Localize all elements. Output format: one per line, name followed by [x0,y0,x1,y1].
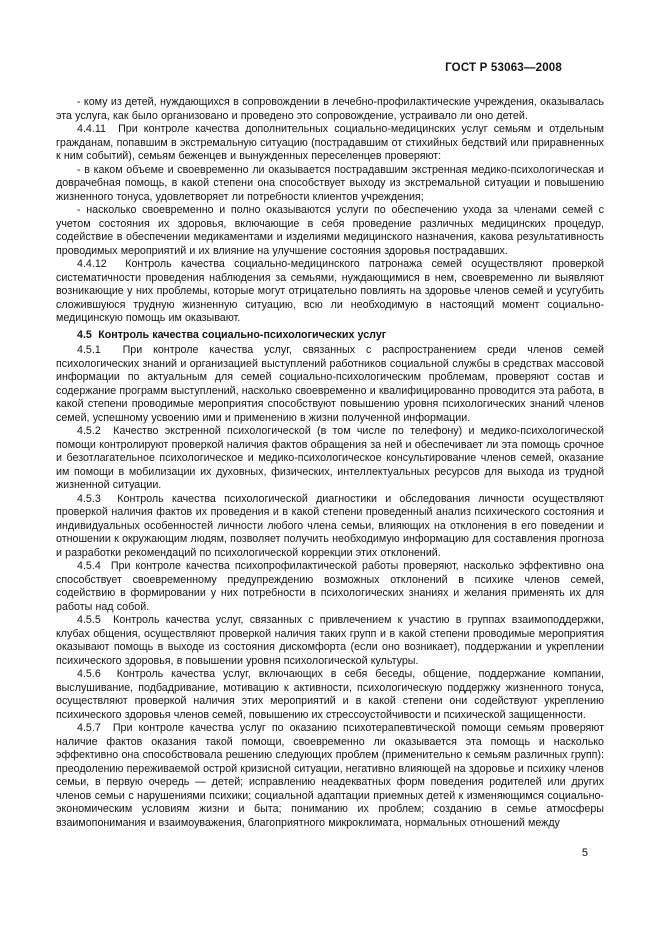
document-body [56,96,604,830]
page-number: 5 [581,847,588,859]
clause-4-4-11: 4.4.11 При контроле качества дополнительных социально-медицинских услуг семьям и отдельным гражданам, попавшим в экстремальную ситуацию (пострадавшим от стихийных бедствий или приравненных к ним событий), семьям беженцев и вынужденных переселенцев проверяют: [56,123,604,162]
clause-4-5-7: 4.5.7 При контроле качества услуг по оказанию психотерапевтической помощи семьям проверяют наличие фактов оказания такой помощи, своевременно ли оказывается эта помощь и насколько эффективно она способствовала решению следующих проблем (применительно к семьям различных групп): преодолению переживаемой острой кризисной ситуации, негативно влияющей на здоровье и психику членов семьи, в первую очередь — детей; исправлению неадекватных форм поведения родителей или других членов семьи с нарушениями психики; социальной адаптации приемных детей к изменяющимся социально-экономическим условиям жизни и быта; пониманию их проблем; созданию в семье атмосферы взаимопонимания и взаимоуважения, благоприятного микроклимата, нормальных отношений между [56,722,604,829]
clause-4-5-5: 4.5.5 Контроль качества услуг, связанных с привлечением к участию в группах взаимоподдержки, клубах общения, осуществляют проверкой наличия таких групп и в какой степени проводимые мероприятия оказывают помощь в выходе из состояния дискомфорта (если оно возникает), поддержании и укреплении психического здоровья, в повышении уровня психологической культуры. [56,614,604,667]
list-item-care-services: - насколько своевременно и полно оказываются услуги по обеспечению ухода за членами семей с учетом состояния их здоровья, включающие в себя проведение различных медицинских процедур, содействие в обеспечении медикаментами и изделиями медицинского назначения, какова результативность проводимых мероприятий и их влияние на улучшение состояния здоровья пострадавших. [56,204,604,257]
list-item-child-escort: - кому из детей, нуждающихся в сопровождении в лечебно-профилактические учреждения, оказывалась эта услуга, как было организовано и проведено это сопровождение, устраивало ли оно детей. [56,96,604,122]
clause-4-5-1: 4.5.1 При контроле качества услуг, связанных с распространением среди членов семей психологических знаний и организацией выступлений работников социальной службы в средствах массовой информации по актуальным для семей социально-психологическим проблемам, проверяют состав и содержание программ выступлений, насколько своевременно и квалифицированно проводится эта работа, в какой степени проводимые мероприятия способствуют повышению уровня психологических знаний членов семей, успешному усвоению ими и применению в жизни полученной информации. [56,344,604,424]
clause-4-4-12: 4.4.12 Контроль качества социально-медицинского патронажа семей осуществляют проверкой систематичности проведения наблюдения за семьями, нуждающимися в нем, своевременно ли выявляют возникающие у них проблемы, которые могут отрицательно повлиять на здоровье членов семей и усугубить сложившуюся трудную жизненную ситуацию, всю ли необходимую в настоящий момент социально-медицинскую помощь им оказывают. [56,258,604,324]
clause-4-5-3: 4.5.3 Контроль качества психологической диагностики и обследования личности осуществляют проверкой наличия фактов их проведения и в какой степени проведенный анализ психического состояния и индивидуальных особенностей личности любого члена семьи, влияющих на отклонения в его поведении и отношении к окружающим людям, позволяет получить необходимую информацию для составления прогноза и разработки рекомендаций по психологической коррекции этих отклонений. [56,492,604,559]
section-heading-4-5: 4.5 Контроль качества социально-психологических услуг [77,328,387,341]
clause-4-5-4: 4.5.4 При контроле качества психопрофилактической работы проверяют, насколько эффективно она способствует своевременному предупреждению возможных отклонений в психике членов семей, содействию в формировании у них потребности в психологических знаниях и желания применять их для работы над собой. [56,560,604,613]
document-header-standard-number: ГОСТ Р 53063—2008 [445,62,562,74]
list-item-emergency-aid: - в каком объеме и своевременно ли оказывается пострадавшим экстренная медико-психологическая и доврачебная помощь, в какой степени она способствует выходу из экстремальной ситуации и повышению жизненного тонуса, удовлетворяет ли потребности клиентов учреждения; [56,163,604,203]
clause-4-5-2: 4.5.2 Качество экстренной психологической (в том числе по телефону) и медико-психологической помощи контролируют проверкой наличия фактов обращения за ней и обеспечивает ли эта помощь срочное и безотлагательное психологическое и медико-психологическое консультирование членов семей, оказание им помощи в мобилизации их духовных, физических, интеллектуальных ресурсов для выхода из трудной жизненной ситуации. [56,425,604,491]
clause-4-5-6: 4.5.6 Контроль качества услуг, включающих в себя беседы, общение, поддержание компании, выслушивание, подбадривание, мотивацию к активности, психологическую поддержку жизненного тонуса, осуществляют проверкой наличия этих мероприятий и в какой степени они содействуют укреплению психического здоровья членов семей, повышению их стрессоустойчивости и психической защищенности. [56,668,604,721]
